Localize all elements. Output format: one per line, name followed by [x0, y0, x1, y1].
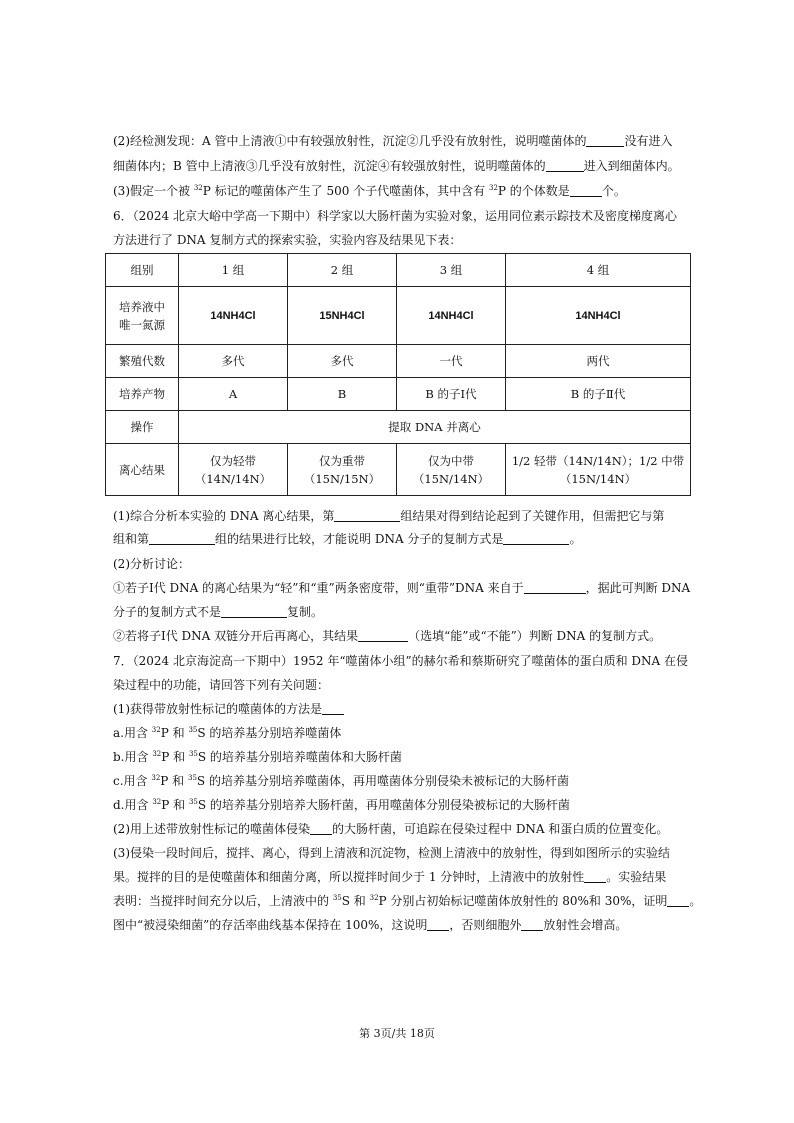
option-text: S 的培养基分别培养噬菌体和大肠杆菌 [197, 750, 402, 764]
q6-text: 组的结果进行比较，才能说明 DNA 分子的复制方式是 [215, 532, 504, 546]
q5-text: P 标记的噬菌体产生了 500 个子代噬菌体，其中含有 [202, 184, 489, 198]
table-cell: 1 组 [179, 254, 288, 287]
q7-text: 的大肠杆菌，可追踪在侵染过程中 DNA 和蛋白质的位置变化。 [332, 822, 669, 836]
option-text: c.用含 [113, 774, 152, 788]
q7-sub-3-line1: (3)侵染一段时间后，搅拌、离心，得到上清液和沉淀物，检测上清液中的放射性，得到如图所示的实验结 [113, 846, 671, 860]
answer-blank[interactable] [584, 870, 606, 883]
answer-blank[interactable] [358, 629, 408, 642]
q7-intro-2: 染过程中的功能，请回答下列有关问题： [113, 678, 330, 692]
q7-text: 放射性会增高。 [543, 918, 628, 932]
q7-option-d [113, 797, 688, 813]
cell-line: 1/2 轻带（14N/14N）；1/2 中带 [511, 453, 685, 468]
table-cell: 培养产物 [106, 378, 179, 411]
option-text: P 和 [161, 750, 189, 764]
table-row [106, 345, 691, 378]
q5-line-3 [113, 183, 688, 199]
table-cell: 一代 [397, 345, 506, 378]
answer-blank[interactable] [221, 605, 287, 618]
table-cell: 15NH4Cl [288, 287, 397, 345]
table-cell: 离心结果 [106, 444, 179, 496]
q6-sub-2: (2)分析讨论： [113, 557, 190, 571]
table-cell: 3 组 [397, 254, 506, 287]
cell-line: 仅为中带 [428, 453, 474, 468]
table-cell: 组别 [106, 254, 179, 287]
table-cell: 14NH4Cl [397, 287, 506, 345]
experiment-table [105, 253, 691, 496]
answer-blank[interactable] [310, 822, 332, 835]
q6-sub-4 [113, 628, 688, 644]
option-text: S 的培养基分别培养噬菌体，再用噬菌体分别侵染未被标记的大肠杆菌 [196, 774, 569, 788]
q6-text: 分子的复制方式不是 [113, 605, 222, 619]
q7-text: 。实验结果 [606, 870, 667, 884]
q7-text: S 和 [341, 894, 370, 908]
q5-line-2b [113, 158, 688, 174]
table-row [106, 444, 691, 496]
cell-line: 仅为轻带 [210, 453, 256, 468]
table-cell: 繁殖代数 [106, 345, 179, 378]
q5-text: (2)经检测发现：A 管中上清液①中有较强放射性，沉淀②几乎没有放射性，说明噬菌体的 [113, 134, 587, 148]
q7-text: 果。搅拌的目的是使噬菌体和细菌分离，所以搅拌时间少于 1 分钟时，上清液中的放射性 [113, 870, 585, 884]
table-row [106, 411, 691, 444]
q5-text: 进入到细菌体内。 [583, 159, 680, 173]
q5-text: 没有进入 [624, 134, 673, 148]
q7-intro-1: 7．（2024 北京海淀高一下期中）1952 年“噬菌体小组”的赫尔希和蔡斯研究了噬菌体的蛋白质和 DNA 在侵 [113, 654, 689, 668]
q7-sub-1 [113, 701, 688, 717]
q6-text: 复制。 [287, 605, 324, 619]
answer-blank[interactable] [521, 918, 543, 931]
table-cell: 14NH4Cl [506, 287, 691, 345]
q5-line-2 [113, 133, 688, 149]
table-cell: 多代 [179, 345, 288, 378]
q6-text: （选填“能”或“不能”）判断 DNA 的复制方式。 [408, 629, 662, 643]
superscript: 32 [151, 774, 161, 782]
superscript: 32 [489, 184, 498, 192]
superscript: 35 [188, 798, 198, 806]
superscript: 35 [188, 726, 198, 734]
table-cell: 2 组 [288, 254, 397, 287]
q7-sub-3-line4 [113, 917, 688, 933]
q7-text: ，否则细胞外 [449, 918, 522, 932]
table-cell: 两代 [506, 345, 691, 378]
q7-text: (2)用上述带放射性标记的噬菌体侵染 [113, 822, 310, 836]
table-header-row [106, 254, 691, 287]
option-text: b.用含 [113, 750, 153, 764]
table-cell: B 的子Ⅰ代 [397, 378, 506, 411]
answer-blank[interactable] [334, 509, 400, 522]
cell-line: 仅为重带 [319, 453, 365, 468]
q6-intro-2: 方法进行了 DNA 复制方式的探索实验，实验内容及结果见下表： [113, 233, 462, 247]
q5-text: 个。 [601, 184, 626, 198]
q6-intro-1: 6．（2024 北京大峪中学高一下期中）科学家以大肠杆菌为实验对象，运用同位素示踪技术及密度梯度离心 [113, 209, 677, 223]
cell-line: （15N/14N） [412, 471, 490, 486]
q6-text: ，据此可判断 DNA [585, 581, 691, 595]
answer-blank[interactable] [570, 184, 602, 197]
answer-blank[interactable] [427, 918, 449, 931]
row-label: 培养液中 [119, 299, 165, 314]
q6-sub-1 [113, 508, 688, 524]
q5-text: 细菌体内；B 管中上清液③几乎没有放射性，沉淀④有较强放射性，说明噬菌体的 [113, 159, 546, 173]
answer-blank[interactable] [524, 581, 586, 594]
q7-sub-3-line2 [113, 869, 688, 885]
superscript: 35 [188, 750, 198, 758]
table-cell: 操作 [106, 411, 179, 444]
table-cell: 4 组 [506, 254, 691, 287]
answer-blank[interactable] [546, 159, 584, 172]
q6-text: ①若子Ⅰ代 DNA 的离心结果为“轻”和“重”两条密度带，则“重带”DNA 来自于 [113, 581, 524, 595]
superscript: 32 [152, 798, 162, 806]
q5-text: (3)假定一个被 [113, 184, 194, 198]
q6-sub-3b [113, 604, 688, 620]
table-cell: 多代 [288, 345, 397, 378]
q5-text: P 的个体数是 [497, 184, 570, 198]
q7-text: 图中“被浸染细菌”的存活率曲线基本保持在 100%，这说明 [113, 918, 428, 932]
answer-blank[interactable] [667, 894, 689, 907]
q6-sub-1b [113, 531, 688, 547]
superscript: 32 [193, 184, 203, 192]
cell-line: （15N/14N） [559, 471, 637, 486]
table-cell [179, 444, 288, 496]
option-text: P 和 [160, 774, 188, 788]
option-text: d.用含 [113, 798, 153, 812]
option-text: S 的培养基分别培养大肠杆菌，再用噬菌体分别侵染被标记的大肠杆菌 [197, 798, 570, 812]
table-cell [397, 444, 506, 496]
superscript: 35 [188, 774, 197, 782]
q7-text: P 分别占初始标记噬菌体放射性的 80%和 30%，证明 [378, 894, 668, 908]
superscript: 32 [152, 750, 162, 758]
superscript: 35 [332, 894, 342, 902]
q7-option-c [113, 773, 688, 789]
q6-sub-3 [113, 580, 691, 596]
answer-blank[interactable] [503, 532, 569, 545]
q7-sub-3-line3 [113, 893, 702, 909]
table-cell: 14NH4Cl [179, 287, 288, 345]
table-cell: B [288, 378, 397, 411]
q6-text: 组和第 [113, 532, 150, 546]
option-text: a.用含 [113, 726, 152, 740]
answer-blank[interactable] [586, 134, 624, 147]
superscript: 32 [151, 726, 161, 734]
superscript: 32 [369, 894, 379, 902]
table-cell [106, 287, 179, 345]
option-text: P 和 [161, 798, 189, 812]
page-number: 第 3页/共 18页 [359, 1027, 435, 1040]
q7-option-a [113, 725, 688, 741]
table-cell: 提取 DNA 并离心 [179, 411, 691, 444]
q6-text: 。 [569, 532, 582, 546]
q7-sub-2 [113, 821, 688, 837]
answer-blank[interactable] [322, 702, 344, 715]
row-label: 唯一氮源 [119, 317, 165, 332]
q6-text: (1)综合分析本实验的 DNA 离心结果，第 [113, 509, 335, 523]
q6-text: 组结果对得到结论起到了关键作用，但需把它与第 [400, 509, 665, 523]
table-cell: B 的子Ⅱ代 [506, 378, 691, 411]
q7-text: 。 [689, 894, 702, 908]
table-cell [506, 444, 691, 496]
table-row [106, 287, 691, 345]
q7-text: 表明：当搅拌时间充分以后，上清液中的 [113, 894, 333, 908]
option-text: S 的培养基分别培养噬菌体 [197, 726, 342, 740]
cell-line: （15N/15N） [303, 471, 381, 486]
answer-blank[interactable] [149, 532, 215, 545]
cell-line: （14N/14N） [194, 471, 272, 486]
option-text: P 和 [160, 726, 189, 740]
q6-text: ②若将子Ⅰ代 DNA 双链分开后再离心，其结果 [113, 629, 359, 643]
q7-option-b [113, 749, 688, 765]
table-cell [288, 444, 397, 496]
table-cell: A [179, 378, 288, 411]
table-row [106, 378, 691, 411]
q7-text: (1)获得带放射性标记的噬菌体的方法是 [113, 702, 322, 716]
